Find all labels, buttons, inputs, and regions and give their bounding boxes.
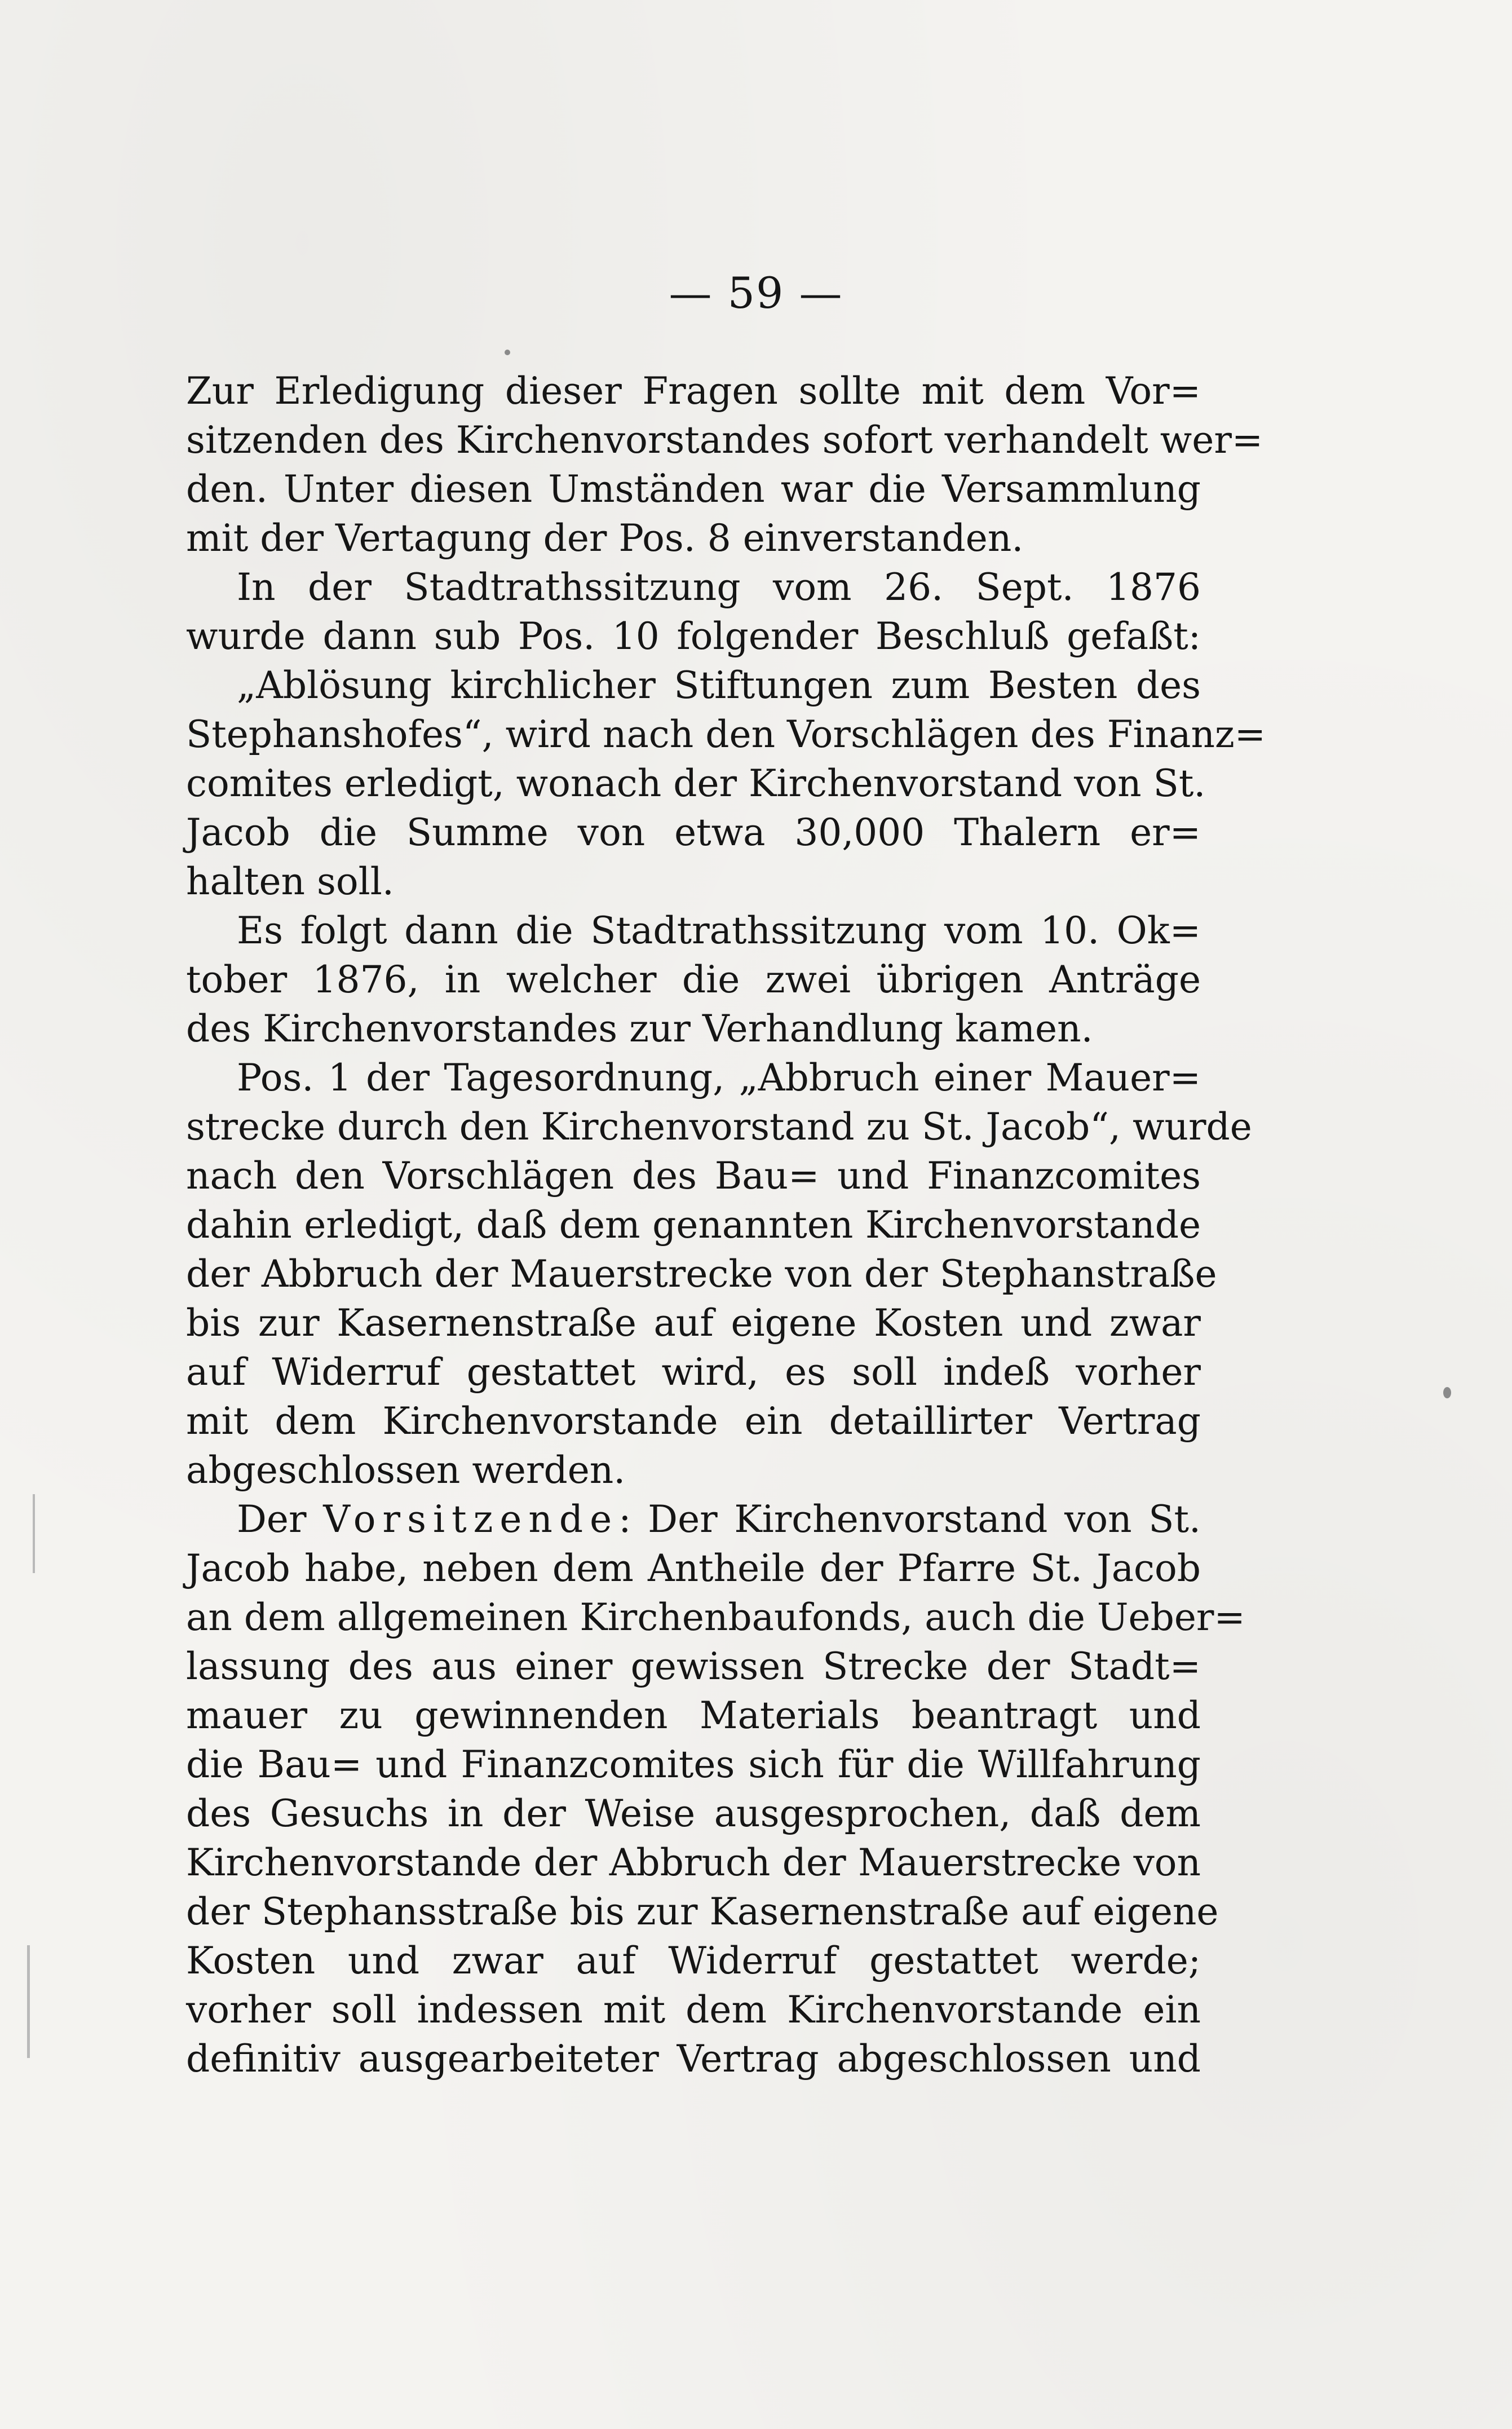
text-line-13: tober 1876, in welcher die zwei übrigen Anträge [186,958,1201,1001]
text-line-28: mauer zu gewinnenden Materials beantragt und [186,1694,1201,1737]
text-line-10: Jacob die Summe von etwa 30,000 Thalern er= [186,811,1201,854]
text-line-31: Kirchenvorstande der Abbruch der Mauerstrecke von [186,1841,1201,1884]
text-line-32: der Stephansstraße bis zur Kasernenstraße auf eigene [186,1890,1219,1933]
text-line-23: abgeschlossen werden. [186,1448,626,1492]
text-line-33: Kosten und zwar auf Widerruf gestattet werde; [186,1939,1201,1982]
scan-edge-mark [27,1945,30,2058]
text-line-12: Es folgt dann die Stadtrathssitzung vom 10. Ok= [237,909,1201,952]
text-line-3: den. Unter diesen Umständen war die Versammlung [186,467,1201,511]
text-line-18: dahin erledigt, daß dem genannten Kirchenvorstande [186,1203,1201,1247]
scan-speck [505,350,510,355]
body-text [186,366,1266,2083]
text-line-34: vorher soll indessen mit dem Kirchenvorstande ein [186,1988,1201,2031]
text-line-15: Pos. 1 der Tagesordnung, „Abbruch einer Mauer= [237,1056,1201,1099]
text-line-5: In der Stadtrathssitzung vom 26. Sept. 1876 [237,566,1201,609]
text-line-17: nach den Vorschlägen des Bau= und Finanzcomites [186,1154,1201,1198]
text-line-29: die Bau= und Finanzcomites sich für die Willfahrung [186,1743,1201,1786]
text-line-8: Stephanshofes“, wird nach den Vorschlägen des Finanz= [186,713,1266,756]
text-line-21: auf Widerruf gestattet wird, es soll indeß vorher [186,1350,1201,1394]
text-line-30: des Gesuchs in der Weise ausgesprochen, daß dem [186,1792,1201,1835]
text-line-1: Zur Erledigung dieser Fragen sollte mit dem Vor= [186,369,1201,413]
text-line-20: bis zur Kasernenstraße auf eigene Kosten und zwar [186,1301,1201,1345]
text-line-7: „Ablösung kirchlicher Stiftungen zum Besten des [237,664,1201,707]
text-line-25: Jacob habe, neben dem Antheile der Pfarre St. Jacob [186,1547,1201,1590]
text-line-24: Der Vorsitzende: Der Kirchenvorstand von St. [237,1498,1201,1541]
scan-speck [1443,1387,1451,1398]
text-line-14: des Kirchenvorstandes zur Verhandlung kamen. [186,1007,1093,1050]
text-line-4: mit der Vertagung der Pos. 8 einverstanden. [186,516,1024,560]
text-line-6: wurde dann sub Pos. 10 folgender Beschluß gefaßt: [186,615,1201,658]
text-line-35: definitiv ausgearbeiteter Vertrag abgeschlossen und [186,2037,1201,2081]
text-line-19: der Abbruch der Mauerstrecke von der Stephanstraße [186,1252,1217,1296]
text-line-16: strecke durch den Kirchenvorstand zu St. Jacob“, wurde [186,1105,1252,1149]
text-line-9: comites erledigt, wonach der Kirchenvorstand von St. [186,762,1206,805]
speaker-label: Vorsitzende [323,1498,619,1541]
text-line-27: lassung des aus einer gewissen Strecke der Stadt= [186,1645,1201,1688]
scan-edge-mark [33,1494,35,1573]
page-number: — 59 — [669,268,843,318]
text-line-26: an dem allgemeinen Kirchenbaufonds, auch die Ueber= [186,1596,1245,1639]
text-line-11: halten soll. [186,860,394,903]
text-line-22: mit dem Kirchenvorstande ein detaillirter Vertrag [186,1399,1201,1443]
text-line-2: sitzenden des Kirchenvorstandes sofort verhandelt wer= [186,418,1263,462]
